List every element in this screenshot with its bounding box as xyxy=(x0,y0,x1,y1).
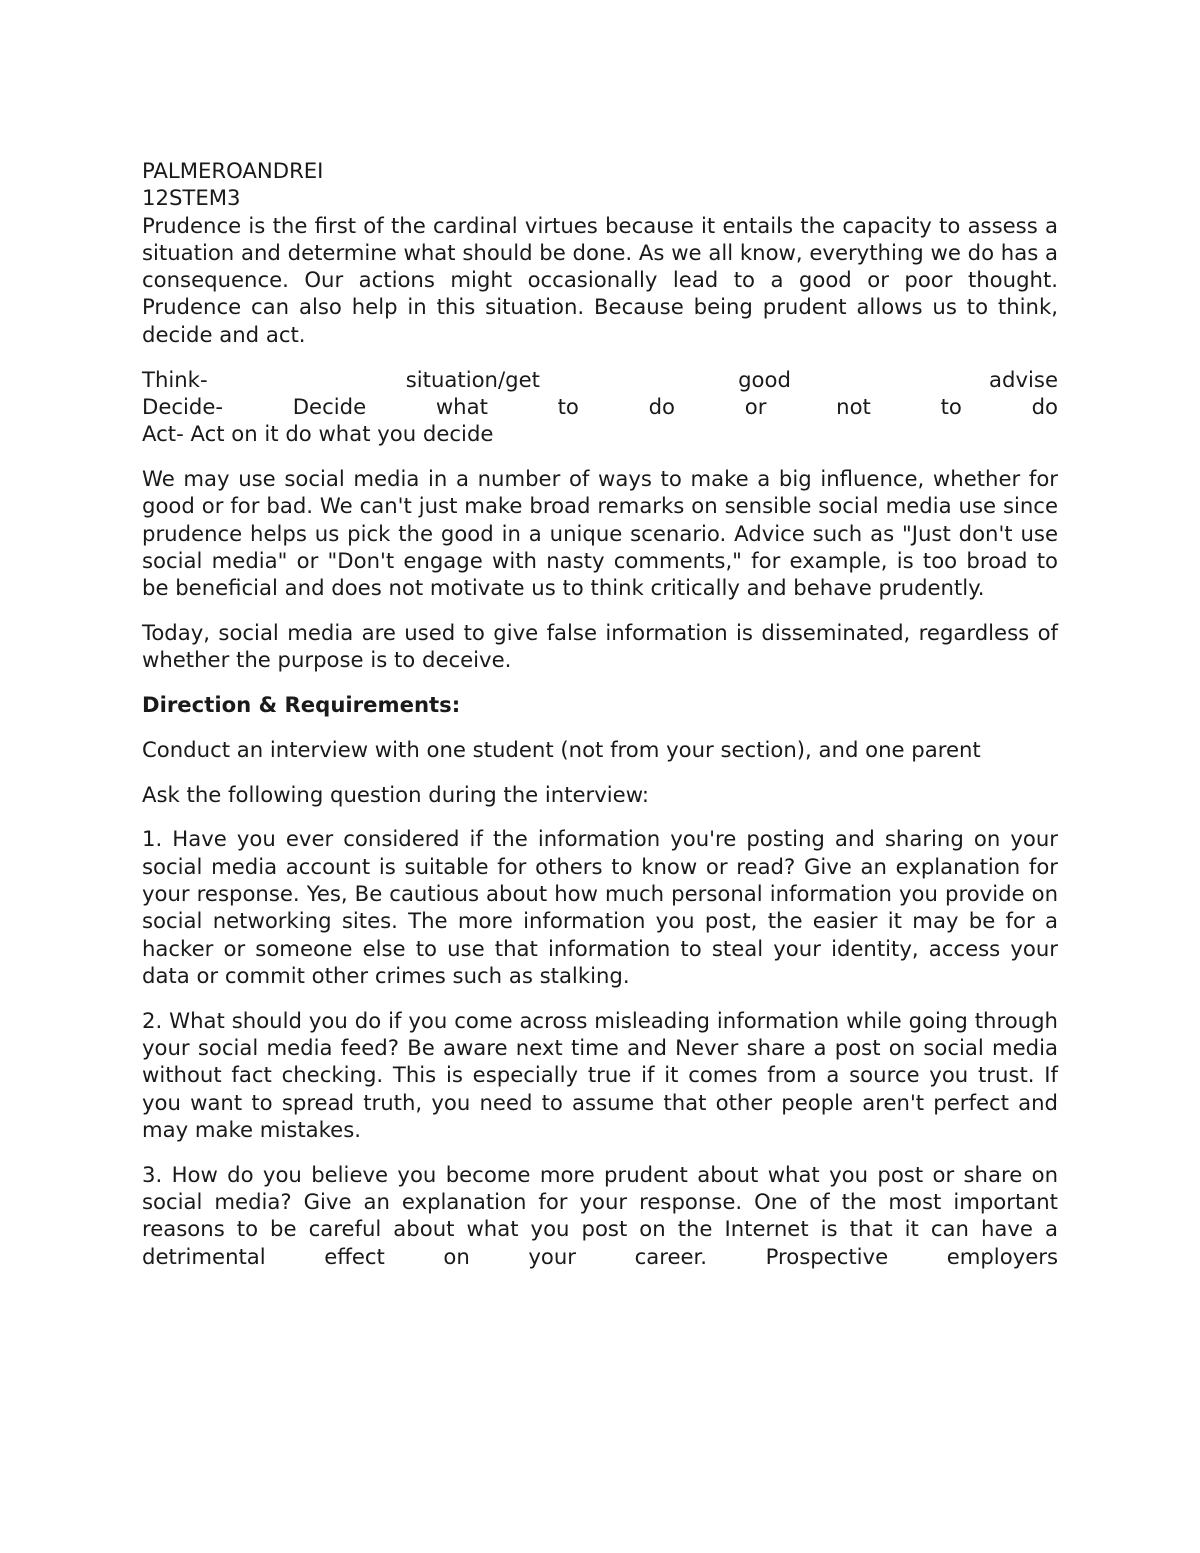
today-paragraph: Today, social media are used to give false information is disseminated, regardless of whether the purpose is to deceive. xyxy=(142,619,1058,673)
question-3: 3. How do you believe you become more prudent about what you post or share on social media? Give an explanation for your response. One of the most important reasons to be careful about what you post on the Internet is that it can have a detrimental effect on your career. Prospective employers xyxy=(142,1161,1058,1269)
direction-heading: Direction & Requirements: xyxy=(142,692,461,718)
student-name: PALMEROANDREI xyxy=(142,158,324,183)
step-decide: Decide- Decide what to do or not to do xyxy=(142,393,1058,419)
ask-text: Ask the following question during the interview: xyxy=(142,781,650,807)
question-2: 2. What should you do if you come across misleading information while going through your social media feed? Be aware next time and Never share a post on social media without fact checking. This is especially true if it comes from a source you trust. If you want to spread truth, you need to assume that other people aren't perfect and may make mistakes. xyxy=(142,1007,1058,1142)
intro-paragraph: Prudence is the first of the cardinal virtues because it entails the capacity to assess a situation and determine what should be done. As we all know, everything we do has a consequence. Our actions might occasionally lead to a good or poor thought. Prudence can also help in this situation. Because being prudent allows us to think, decide and act. xyxy=(142,212,1058,347)
direction-text: Conduct an interview with one student (not from your section), and one parent xyxy=(142,736,981,762)
social-media-paragraph: We may use social media in a number of ways to make a big influence, whether for good or for bad. We can't just make broad remarks on sensible social media use since prudence helps us pick the good in a unique scenario. Advice such as "Just don't use social media" or "Don't engage with nasty comments," for example, is too broad to be beneficial and does not motivate us to think critically and behave prudently. xyxy=(142,465,1058,601)
student-section: 12STEM3 xyxy=(142,185,241,211)
document-body xyxy=(142,157,1058,1270)
step-act: Act- Act on it do what you decide xyxy=(142,421,494,447)
question-1: 1. Have you ever considered if the information you're posting and sharing on your social media account is suitable for others to know or read? Give an explanation for your response. Yes, Be cautious about how much personal information you provide on social networking sites. The more information you post, the easier it may be for a hacker or someone else to use that information to steal your identity, access your data or commit other crimes such as stalking. xyxy=(142,826,1058,988)
step-think: Think- situation/get good advise xyxy=(142,366,1058,392)
